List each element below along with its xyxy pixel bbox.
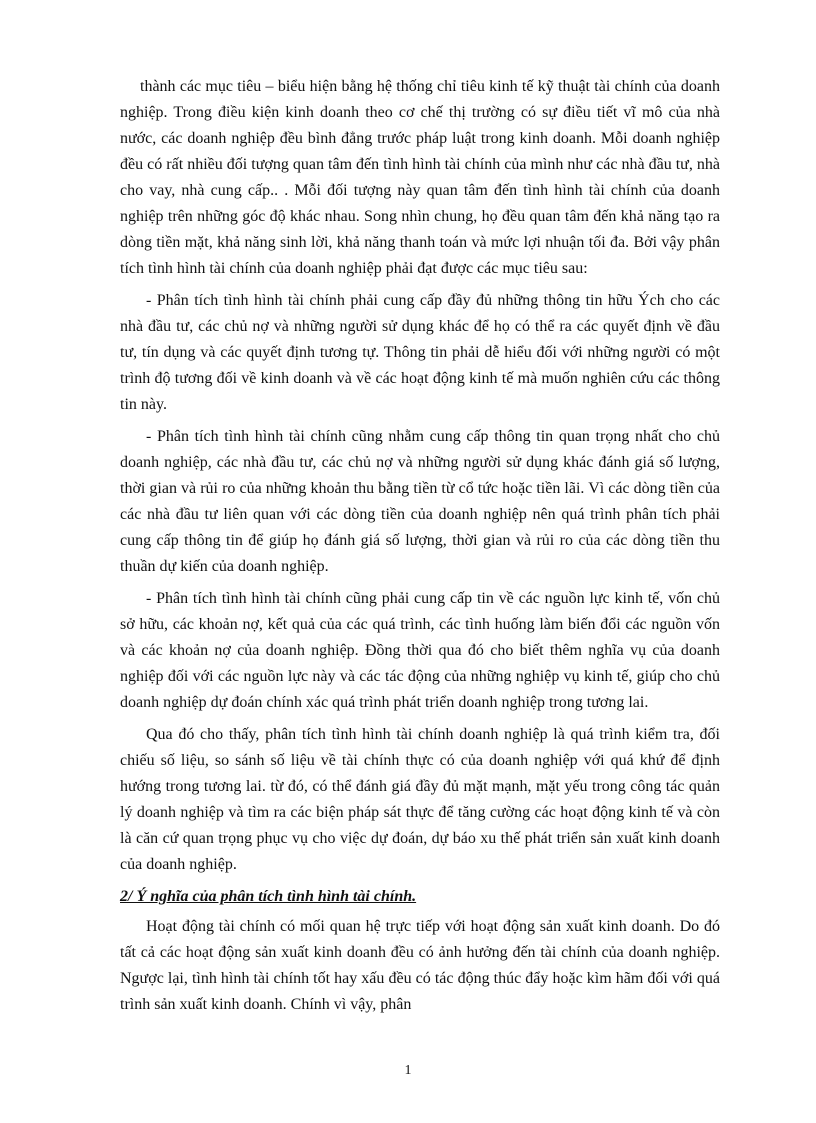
section-heading: 2/ Ý nghĩa của phân tích tình hình tài chính. bbox=[120, 888, 417, 905]
paragraph-conclusion: Qua đó cho thấy, phân tích tình hình tài chính doanh nghiệp là quá trình kiểm tra, đối chiếu số liệu, so sánh số liệu về tài chính thực có của doanh nghiệp với quá khứ để định hướng trong tương lai. từ đó, có thể đánh giá đầy đủ mặt mạnh, mặt yếu trong công tác quản lý doanh nghiệp và tìm ra các biện pháp sát thực để tăng cường các hoạt động kinh tế và còn là căn cứ quan trọng phục vụ cho việc dự đoán, dự báo xu thế phát triển sản xuất kinh doanh của doanh nghiệp. bbox=[120, 726, 720, 873]
page-number: 1 bbox=[404, 1063, 412, 1078]
paragraph-objectives-intro: thành các mục tiêu – biểu hiện bằng hệ thống chỉ tiêu kinh tế kỹ thuật tài chính của doanh nghiệp. Trong điều kiện kinh doanh theo cơ chế thị trường có sự điều tiết vĩ mô của nhà nước, các doanh nghiệp đều bình đẳng trước pháp luật trong kinh doanh. Mỗi doanh nghiệp đều có rất nhiều đối tượng quan tâm đến tình hình tài chính của mình như các nhà đầu tư, nhà cho vay, nhà cung cấp.. . Mỗi đối tượng này quan tâm đến tình hình tài chính của doanh nghiệp trên những góc độ khác nhau. Song nhìn chung, họ đều quan tâm đến khả năng tạo ra dòng tiền mặt, khả năng sinh lời, khả năng thanh toán và mức lợi nhuận tối đa. Bởi vậy phân tích tình hình tài chính của doanh nghiệp phải đạt được các mục tiêu sau: bbox=[120, 78, 720, 277]
paragraph-objective-resources: - Phân tích tình hình tài chính cũng phải cung cấp tin về các nguồn lực kinh tế, vốn chủ sở hữu, các khoản nợ, kết quả của các quá trình, các tình huống làm biến đổi các nguồn vốn và các khoản nợ của doanh nghiệp. Đồng thời qua đó cho biết thêm nghĩa vụ của doanh nghiệp đối với các nguồn lực này và các tác động của những nghiệp vụ kinh tế, giúp cho chủ doanh nghiệp dự đoán chính xác quá trình phát triển doanh nghiệp trong tương lai. bbox=[120, 590, 720, 711]
document-body bbox=[120, 74, 720, 1024]
paragraph-significance: Hoạt động tài chính có mối quan hệ trực tiếp với hoạt động sản xuất kinh doanh. Do đó tất cả các hoạt động sản xuất kinh doanh đều có ảnh hưởng đến tài chính của doanh nghiệp. Ngược lại, tình hình tài chính tốt hay xấu đều có tác động thúc đẩy hoặc kìm hãm đối với quá trình sản xuất kinh doanh. Chính vì vậy, phân bbox=[120, 918, 720, 1013]
paragraph-objective-cash-flow: - Phân tích tình hình tài chính cũng nhằm cung cấp thông tin quan trọng nhất cho chủ doanh nghiệp, các nhà đầu tư, các chủ nợ và những người sử dụng khác đánh giá số lượng, thời gian và rủi ro của những khoản thu bằng tiền từ cổ tức hoặc tiền lãi. Vì các dòng tiền của các nhà đầu tư liên quan với các dòng tiền của doanh nghiệp nên quá trình phân tích phải cung cấp thông tin để giúp họ đánh giá số lượng, thời gian và rủi ro của các dòng tiền thu thuần dự kiến của doanh nghiệp. bbox=[120, 428, 720, 575]
paragraph-objective-information: - Phân tích tình hình tài chính phải cung cấp đầy đủ những thông tin hữu Ých cho các nhà đầu tư, các chủ nợ và những người sử dụng khác để họ có thể ra các quyết định về đầu tư, tín dụng và các quyết định tương tự. Thông tin phải dễ hiểu đối với những người có một trình độ tương đối về kinh doanh và về các hoạt động kinh tế mà muốn nghiên cứu các thông tin này. bbox=[120, 292, 720, 413]
